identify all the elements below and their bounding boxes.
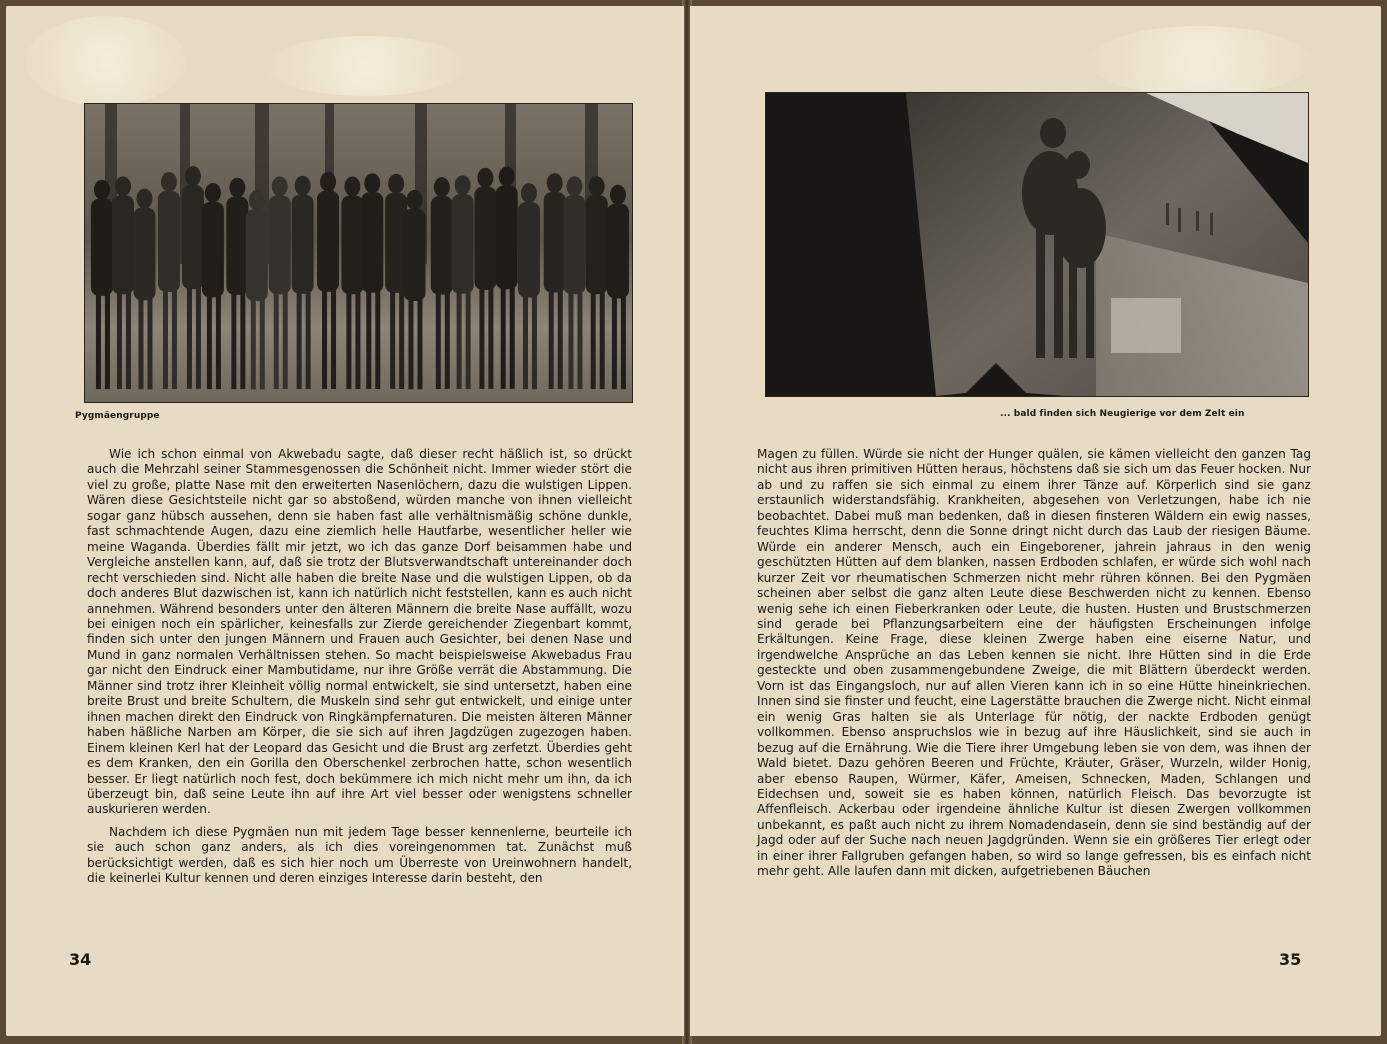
page-number-right: 35 (1279, 950, 1302, 969)
left-body-text (87, 447, 632, 887)
paper-stain (266, 36, 466, 96)
left-page (6, 6, 684, 1036)
tent-photo-image (766, 93, 1308, 396)
left-photo (84, 103, 633, 403)
right-photo-caption: ... bald finden sich Neugierige vor dem Zelt ein (1000, 409, 1245, 419)
paragraph: Wie ich schon einmal von Akwebadu sagte, daß dieser recht häßlich ist, so drückt auch die Mehrzahl seiner Stammesgenossen die Schönheit nicht. Immer wieder stört die viel zu große, platte Nase mit den erweiterten Nasenlöchern, dazu die wulstigen Lippen. Wären diese Gesichtsteile nicht gar so abstoßend, würden manche von ihnen vielleicht sogar ganz hübsch aussehen, denn sie haben fast alle verhältnismäßig schöne dunkle, fast schmachtende Augen, dazu eine ziemlich helle Hautfarbe, wesentlicher heller wie meine Waganda. Überdies fällt mir jetzt, wo ich das ganze Dorf beisammen habe und Vergleiche anstellen kann, auf, daß sie trotz der Blutsverwandtschaft untereinander doch recht verschieden sind. Nicht alle haben die breite Nase und die wulstigen Lippen, ob da doch anderes Blut dazwischen ist, kann ich natürlich nicht feststellen, kann es auch nicht annehmen. Während besonders unter den älteren Männern die breite Nase auffällt, wozu bei einigen noch ein spärlicher, keinesfalls zur Zierde gereichender Ziegenbart kommt, finden sich unter den jungen Männern und Frauen auch Gesichter, bei denen Nase und Mund in ganz normalen Verhältnissen stehen. So macht beispielsweise Akwebadus Frau gar nicht den Eindruck einer Mambutidame, nur ihre Größe verrät die Abstammung. Die Männer sind trotz ihrer Kleinheit völlig normal entwickelt, sie sind untersetzt, haben eine breite Brust und breite Schultern, die Muskeln sind sehr gut entwickelt, und einige unter ihnen machen direkt den Eindruck von Ringkämpfernaturen. Die meisten älteren Männer haben häßliche Narben am Körper, die sie sich auf ihren Jagdzügen zugezogen haben. Einem kleinen Kerl hat der Leopard das Gesicht und die Brust arg zerfetzt. Überdies geht es dem Kranken, den ein Gorilla den Oberschenkel zerbrochen hatte, schon wesentlich besser. Er liegt natürlich noch fest, doch bekümmere ich mich nicht mehr um ihn, da ich überzeugt bin, daß seine Leute ihn auf ihre Art viel besser oder wenigstens schneller auskurieren werden. (87, 447, 632, 817)
paragraph: Magen zu füllen. Würde sie nicht der Hunger quälen, sie kämen vielleicht den ganzen Tag nicht aus ihren primitiven Hütten heraus, höchstens daß sie sich um das Feuer hocken. Nur ab und zu raffen sie sich einmal zu einem ihrer Tänze auf. Körperlich sind sie ganz erstaunlich widerstandsfähig. Krankheiten, abgesehen von Verletzungen, habe ich nie beobachtet. Dabei muß man bedenken, daß in diesen finsteren Wäldern ein ewig nasses, feuchtes Klima herrscht, denn die Sonne dringt nicht durch das Laub der riesigen Bäume. Würde ein anderer Mensch, auch ein Eingeborener, jahrein jahraus in den wenig geschützten Hütten auf dem blanken, nassen Erdboden schlafen, er würde sich wohl nach kurzer Zeit vor rheumatischen Schmerzen nicht mehr rühren können. Bei den Pygmäen scheinen aber selbst die ganz alten Leute diese Beschwerden nicht zu kennen. Ebenso wenig sehe ich einen Fieberkranken oder Leute, die husten. Husten und Brustschmerzen sind gerade bei Pflanzungsarbeitern eine der häufigsten Erscheinungen infolge Erkältungen. Keine Frage, diese kleinen Zwerge haben eine eiserne Natur, und irgendwelche Ansprüche an das Leben kennen sie nicht. Ihre Hütten sind in die Erde gesteckte und oben zusammengebundene Zweige, die mit Blättern überdeckt werden. Vorn ist das Eingangsloch, nur auf allen Vieren kann ich in so eine Hütte hineinkriechen. Innen sind sie finster und feucht, eine Lagerstätte brauchen die Zwerge nicht. Nicht einmal ein wenig Gras halten sie als Unterlage für nötig, der nackte Erdboden genügt vollkommen. Ebenso anspruchslos wie in bezug auf ihre Häuslichkeit, sind sie auch in bezug auf die Ernährung. Wie die Tiere ihrer Umgebung leben sie von dem, was ihnen der Wald bietet. Dazu gehören Beeren und Früchte, Kräuter, Gräser, Wurzeln, wilder Honig, aber ebenso Raupen, Würmer, Käfer, Ameisen, Schnecken, Maden, Schlangen und Eidechsen und, soweit sie es haben können, natürlich Fleisch. Das bevorzugte ist Affenfleisch. Ackerbau oder irgendeine ähnliche Kultur ist diesen Zwergen vollkommen unbekannt, es paßt auch nicht zu ihrem Nomadendasein, denn sie sind beständig auf der Jagd oder auf der Suche nach neuen Jagdgründen. Wenn sie ein größeres Tier erlegt oder in einer ihrer Fallgruben gefangen haben, so wird so lange gefressen, bis es einfach nicht mehr geht. Alle laufen dann mit dicken, aufgetriebenen Bäuchen (757, 447, 1311, 879)
left-photo-caption: Pygmäengruppe (75, 411, 160, 421)
right-photo (765, 92, 1309, 397)
right-page (690, 6, 1381, 1036)
paper-stain (26, 16, 186, 106)
group-photo-image (85, 104, 632, 402)
right-body-text (757, 447, 1311, 880)
paper-stain (1090, 26, 1310, 96)
page-number-left: 34 (69, 950, 92, 969)
paragraph: Nachdem ich diese Pygmäen nun mit jedem Tage besser kennenlerne, beurteile ich sie auch schon ganz anders, als ich dies voreingenommen tat. Zunächst muß berücksichtigt werden, daß es sich hier noch um Überreste von Ureinwohnern handelt, die keinerlei Kultur kennen und deren einziges Interesse darin besteht, den (87, 824, 632, 886)
